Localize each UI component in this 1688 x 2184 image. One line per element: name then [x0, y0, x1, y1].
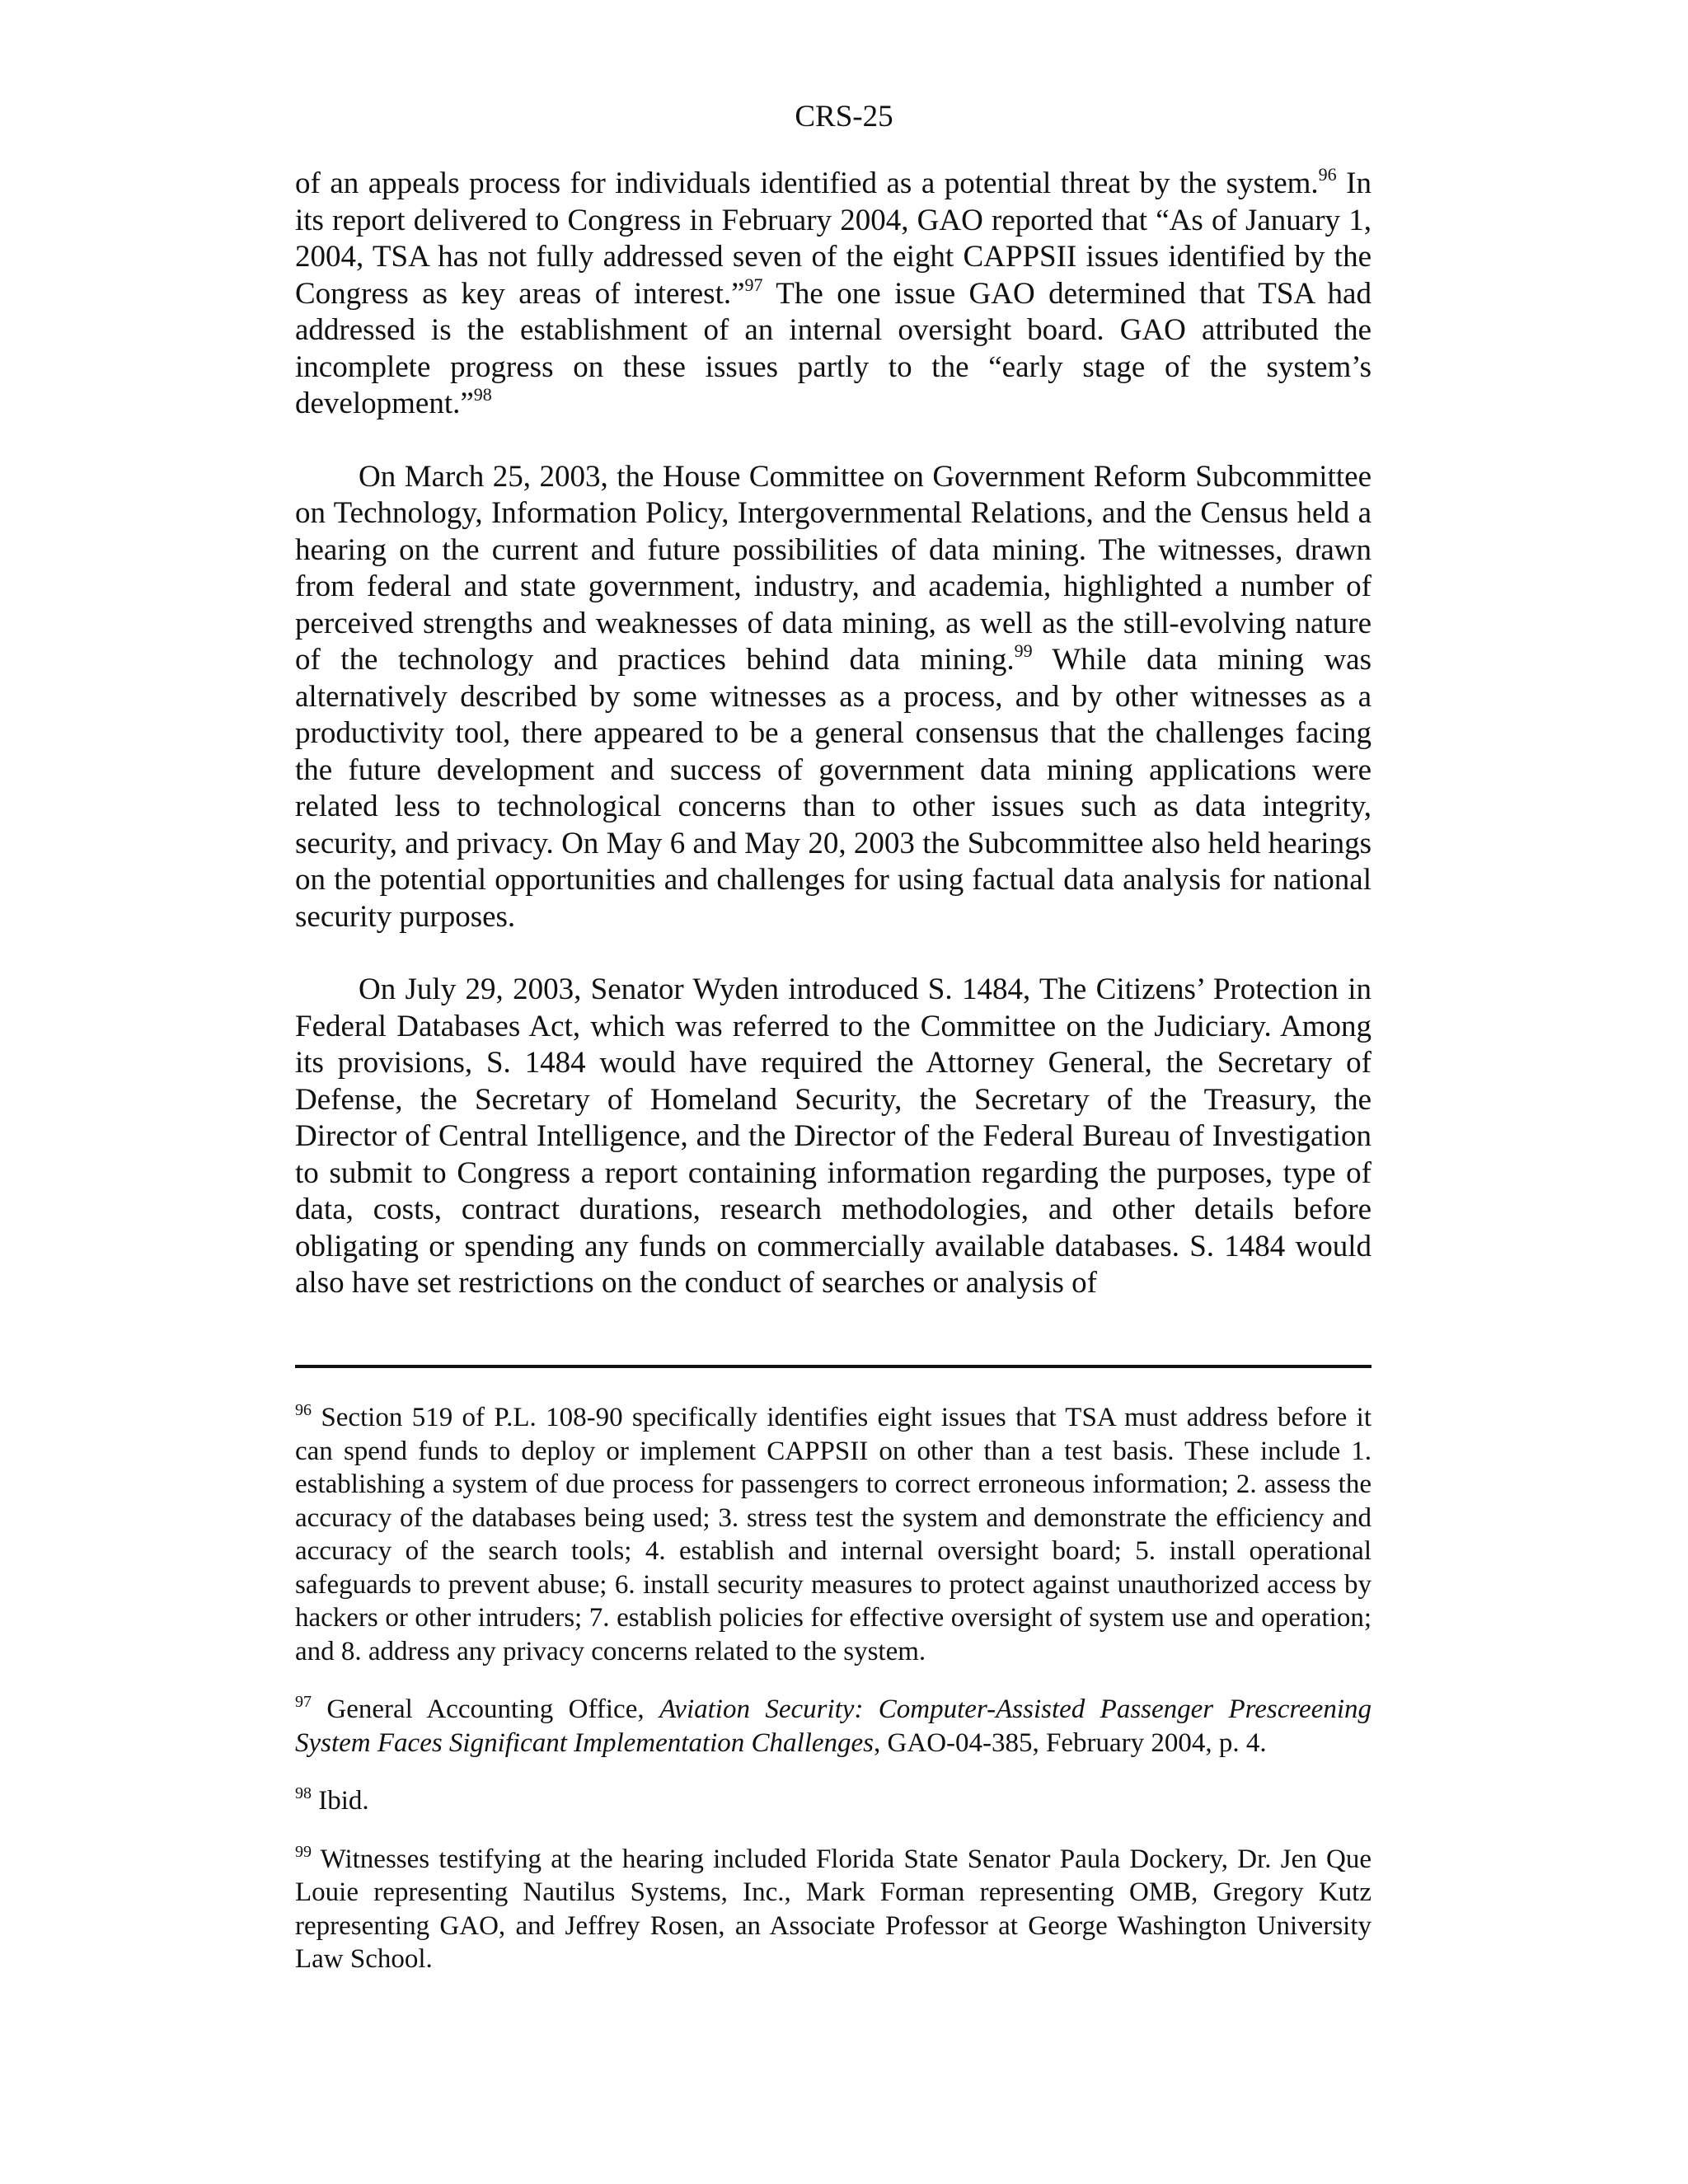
footnote-number: 99 [295, 1842, 312, 1861]
footnote-ref-96[interactable]: 96 [1318, 164, 1337, 185]
paragraph-2-text-b: While data mining was alternatively described by some witnesses as a process, and by other witnesses as a productivity tool, there appeared to be a general consensus that the challenges facing the future development and success of government data mining applications were related less to technological concerns than to other issues such as data integrity, security, and privacy. On May 6 and May 20, 2003 the Subcommittee also held hearings on the potential opportunities and challenges for using factual data analysis for national security purposes. [295, 643, 1372, 934]
footnote-number: 97 [295, 1693, 312, 1711]
footnote-text: General Accounting Office, [312, 1694, 659, 1724]
footnote-divider [295, 1365, 1372, 1368]
footnote-text: , GAO-04-385, February 2004, p. 4. [874, 1727, 1267, 1758]
footnote-99 [295, 1843, 1372, 1976]
footnote-97 [295, 1693, 1372, 1760]
paragraph-2 [295, 459, 1372, 936]
footnote-text: Ibid. [312, 1786, 369, 1816]
paragraph-2-text-a: On March 25, 2003, the House Committee on Government Reform Subcommittee on Technology, Information Policy, Intergovernmental Relations, and the Census held a hearing on the current and future possibilities of data mining. The witnesses, drawn from federal and state government, industry, and academia, highlighted a number of perceived strengths and weaknesses of data mining, as well as the still-evolving nature of the technology and practices behind data mining. [295, 459, 1372, 677]
footnote-ref-97[interactable]: 97 [744, 274, 763, 295]
footnote-96 [295, 1401, 1372, 1668]
footnote-number: 98 [295, 1784, 312, 1802]
page-number-header: CRS-25 [795, 100, 893, 134]
paragraph-3 [295, 972, 1372, 1302]
paragraph-1-text-c: The one issue GAO determined that TSA had addressed is the establishment of an internal oversight board. GAO attributed the incomplete progress on these issues partly to the “early stage of the system’s development.” [295, 276, 1372, 420]
footnotes-section [295, 1401, 1372, 2001]
footnote-text: Section 519 of P.L. 108-90 specifically identifies eight issues that TSA must address before it can spend funds to deploy or implement CAPPSII on other than a test basis. These include 1. establishing a system of due process for passengers to correct erroneous information; 2. assess the accuracy of the databases being used; 3. stress test the system and demonstrate the efficiency and accuracy of the search tools; 4. establish and internal oversight board; 5. install operational safeguards to prevent abuse; 6. install security measures to protect against unauthorized access by hackers or other intruders; 7. establish policies for effective oversight of system use and operation; and 8. address any privacy concerns related to the system. [295, 1403, 1372, 1666]
paragraph-1 [295, 166, 1372, 423]
footnote-text: Witnesses testifying at the hearing included Florida State Senator Paula Dockery, Dr. Jen Que Louie representing Nautilus Systems, Inc., Mark Forman representing OMB, Gregory Kutz representing GAO, and Jeffrey Rosen, an Associate Professor at George Washington University Law School. [295, 1844, 1372, 1974]
paragraph-3-text: On July 29, 2003, Senator Wyden introduced S. 1484, The Citizens’ Protection in Federal Databases Act, which was referred to the Committee on the Judiciary. Among its provisions, S. 1484 would have required the Attorney General, the Secretary of Defense, the Secretary of Homeland Security, the Secretary of the Treasury, the Director of Central Intelligence, and the Director of the Federal Bureau of Investigation to submit to Congress a report containing information regarding the purposes, type of data, costs, contract durations, research methodologies, and other details before obligating or spending any funds on commercially available databases. S. 1484 would also have set restrictions on the conduct of searches or analysis of [295, 972, 1372, 1300]
paragraph-1-text-b: In its report delivered to Congress in February 2004, GAO reported that “As of January 1, 2004, TSA has not fully addressed seven of the eight CAPPSII issues identified by the Congress as key areas of interest.” [295, 166, 1372, 311]
report-title: Aviation Security: Computer-Assisted Passenger Prescreening System Faces Significant Implementation Challenges [295, 1694, 1372, 1758]
footnote-ref-99[interactable]: 99 [1014, 640, 1033, 661]
footnote-98 [295, 1784, 1372, 1818]
footnote-ref-98[interactable]: 98 [473, 384, 492, 405]
body-text [295, 166, 1372, 1302]
footnote-number: 96 [295, 1401, 312, 1419]
paragraph-1-text-a: of an appeals process for individuals identified as a potential threat by the system. [295, 166, 1319, 200]
